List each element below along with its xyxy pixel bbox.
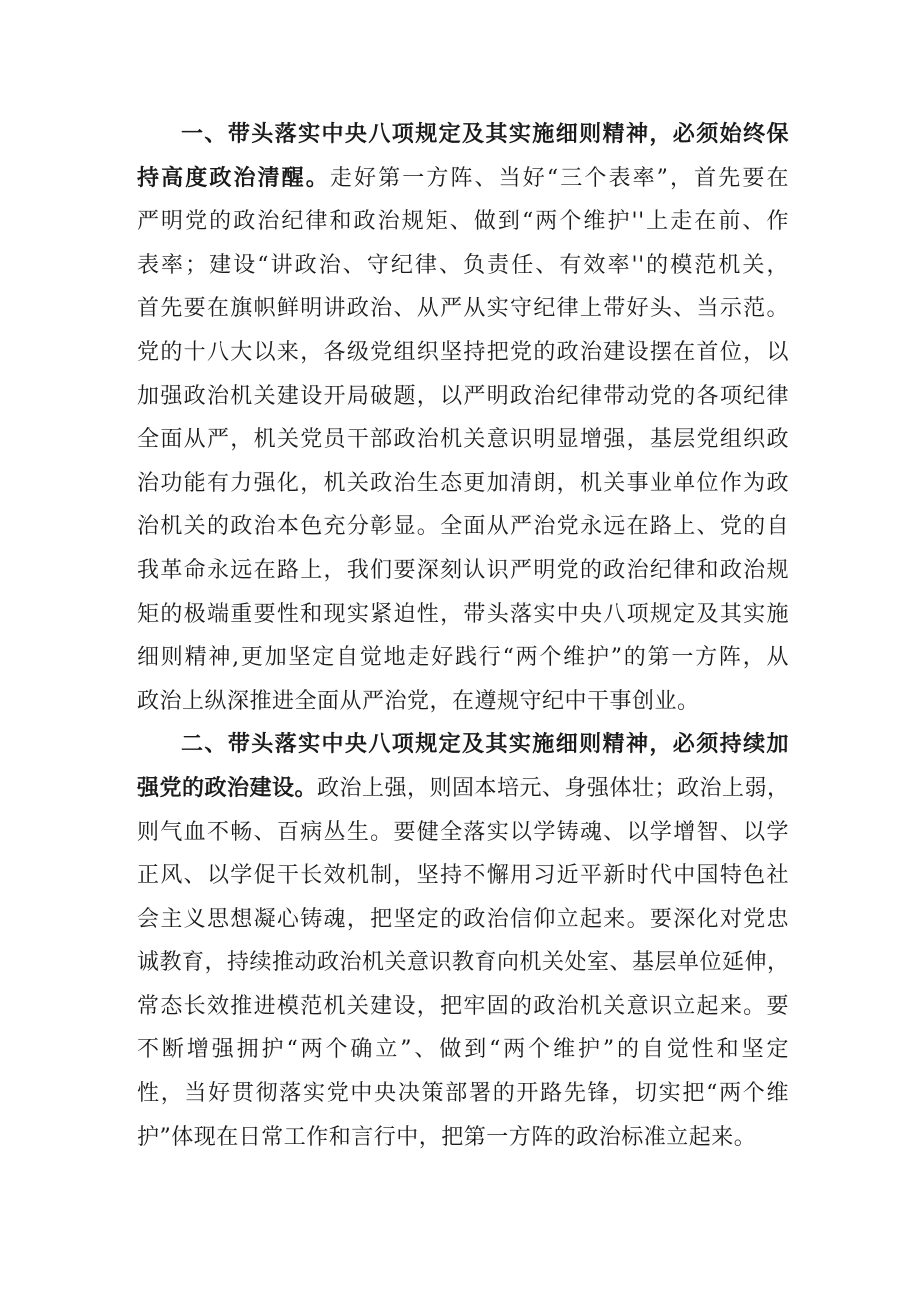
paragraph-line: 则气血不畅、百病丛生。要健全落实以学铸魂、以学增智、以学 — [137, 819, 789, 845]
paragraph-line — [137, 157, 789, 201]
paragraph-line: 表率；建设“讲政治、守纪律、负责任、有效率''的模范机关， — [137, 252, 789, 278]
paragraph-line: 会主义思想凝心铸魂，把坚定的政治信仰立起来。要深化对党忠 — [137, 906, 789, 932]
paragraph-line: 严明党的政治纪律和政治规矩、做到“两个维护''上走在前、作 — [137, 209, 789, 235]
paragraph-text: 走好第一方阵、当好“三个表率”，首先要在 — [329, 165, 789, 191]
paragraph-line: 我革命永远在路上，我们要深刻认识严明党的政治纪律和政治规 — [137, 557, 789, 583]
paragraph-line: 正风、以学促干长效机制，坚持不懈用习近平新时代中国特色社 — [137, 863, 789, 889]
paragraph-line: 细则精神,更加坚定自觉地走好践行“两个维护”的第一方阵，从 — [137, 645, 789, 671]
paragraph-line: 党的十八大以来，各级党组织坚持把党的政治建设摆在首位，以 — [137, 339, 789, 365]
paragraph-line: 全面从严，机关党员干部政治机关意识明显增强，基层党组织政 — [137, 427, 789, 453]
paragraph-line: 诚教育，持续推动政治机关意识教育向机关处室、基层单位延伸， — [137, 950, 790, 976]
paragraph-line: 护”体现在日常工作和言行中，把第一方阵的政治标准立起来。 — [137, 1124, 757, 1150]
paragraph-line: 性，当好贯彻落实党中央决策部署的开路先锋，切实把“两个维 — [137, 1081, 789, 1107]
paragraph-heading-cont: 持高度政治清醒。 — [137, 165, 330, 191]
paragraph-line — [137, 767, 789, 811]
paragraph-line: 政治上纵深推进全面从严治党，在遵规守纪中干事创业。 — [137, 688, 700, 714]
paragraph-line: 首先要在旗帜鲜明讲政治、从严从实守纪律上带好头、当示范。 — [137, 296, 789, 322]
paragraph-2 — [137, 723, 789, 1159]
paragraph-line: 加强政治机关建设开局破题，以严明政治纪律带动党的各项纪律 — [137, 383, 789, 409]
document-page — [137, 113, 789, 1159]
paragraph-heading: 二、带头落实中央八项规定及其实施细则精神，必须持续加 — [181, 732, 789, 758]
paragraph-line: 矩的极端重要性和现实紧迫性，带头落实中央八项规定及其实施 — [137, 601, 789, 627]
paragraph-line: 治功能有力强化，机关政治生态更加清朗，机关事业单位作为政 — [137, 470, 789, 496]
paragraph-heading: 一、带头落实中央八项规定及其实施细则精神，必须始终保 — [181, 122, 789, 147]
paragraph-line: 治机关的政治本色充分彰显。全面从严治党永远在路上、党的自 — [137, 514, 789, 540]
paragraph-line: 不断增强拥护“两个确立”、做到“两个维护”的自觉性和坚定 — [137, 1037, 789, 1063]
paragraph-line: 常态长效推进模范机关建设，把牢固的政治机关意识立起来。要 — [137, 993, 789, 1019]
paragraph-1 — [137, 113, 789, 723]
paragraph-heading-cont: 强党的政治建设。 — [137, 775, 318, 801]
paragraph-text: 政治上强，则固本培元、身强体壮；政治上弱， — [317, 775, 790, 801]
